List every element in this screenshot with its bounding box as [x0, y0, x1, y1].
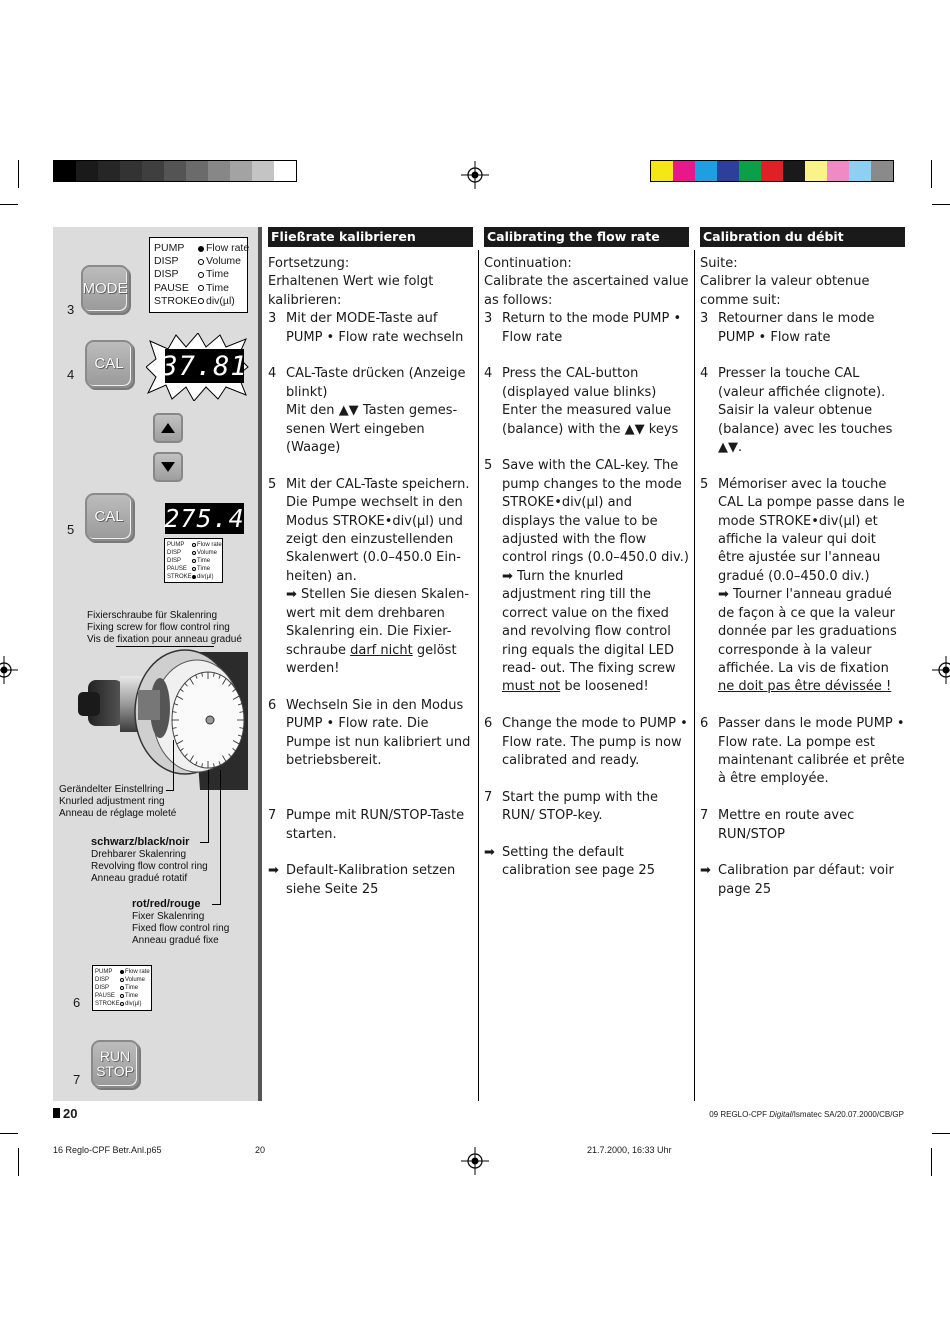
color-swatch: [76, 161, 98, 181]
step-5: 5 Mit der CAL-Taste speichern. Die Pumpe wechselt in den Modus STROKE•div(µl) und zeigt den einzustellenden Skalenwert (0.0–450.0 Ein- heiten) an. ➡ Stellen Sie diesen Skalen- wert mit dem drehbaren Skalenring ein. Die Fixier- schraube darf nicht gelöst werden!: [268, 476, 470, 676]
color-swatch: [849, 161, 871, 181]
cal-button[interactable]: CAL: [85, 340, 133, 388]
arrow-icon: ➡: [502, 568, 513, 584]
mode-value: Flow rate: [125, 969, 150, 975]
color-swatch: [651, 161, 673, 181]
column-divider: [694, 250, 695, 1101]
column-divider: [478, 250, 479, 1101]
up-button[interactable]: [153, 413, 183, 443]
arrow-icon: ➡: [286, 587, 297, 603]
arrow-icon: ➡: [268, 863, 279, 879]
mode-value: Time: [197, 566, 211, 572]
caption-revolving-ring: schwarz/black/noir Drehbarer Skalenring Revolving flow control ring Anneau gradué rotatif: [91, 836, 208, 884]
step-3: 3 Return to the mode PUMP • Flow rate: [484, 311, 682, 345]
leader-line: [212, 904, 220, 905]
color-swatch: [871, 161, 893, 181]
mode-label: STROKE: [167, 574, 192, 580]
mode-label: PUMP: [154, 242, 185, 254]
mode-label: PUMP: [167, 542, 185, 548]
arrow-icon: ➡: [700, 863, 711, 879]
color-swatch: [54, 161, 76, 181]
mode-indicator-panel: [164, 538, 223, 583]
step-3: 3 Retourner dans le mode PUMP • Flow rate: [700, 311, 875, 345]
color-swatch: [208, 161, 230, 181]
led-display-blinking: 37.81: [161, 350, 248, 382]
mode-value: Time: [197, 558, 211, 564]
step-6: 6 Wechseln Sie in den Modus PUMP • Flow rate. Die Pumpe ist nun kalibriert und betriebsbereit.: [268, 697, 471, 768]
mode-value: Volume: [125, 977, 146, 983]
up-down-arrows-icon: ▲▼: [338, 403, 359, 419]
color-swatch: [164, 161, 186, 181]
mode-label: PUMP: [95, 969, 113, 975]
color-swatch: [186, 161, 208, 181]
mode-label: DISP: [154, 268, 179, 281]
color-swatch: [761, 161, 783, 181]
leader-line: [200, 842, 208, 843]
color-swatch: [142, 161, 164, 181]
step-7: 7 Mettre en route avec RUN/STOP: [700, 808, 855, 842]
indicator-dot-on-icon: [196, 242, 206, 255]
step-7: 7 Pumpe mit RUN/STOP-Taste starten.: [268, 808, 465, 842]
section-heading: Calibration du débit: [700, 227, 905, 247]
step-6: 6 Passer dans le mode PUMP • Flow rate. La pompe est maintenant calibrée et prête à être employée.: [700, 716, 905, 787]
column-english: [484, 227, 689, 881]
color-swatch: [252, 161, 274, 181]
color-swatch: [827, 161, 849, 181]
reference-note: ➡ Setting the default calibration see page 25: [484, 844, 689, 881]
flow-control-ring-illustration: [70, 640, 255, 805]
cal-button[interactable]: CAL: [85, 493, 133, 541]
step-4: 4 Press the CAL-button (displayed value blinks) Enter the measured value (balance) with the ▲▼ keys: [484, 366, 679, 437]
indicator-dot-off-icon: [196, 295, 206, 308]
panel-divider: [258, 227, 262, 1101]
registration-mark-icon: [0, 656, 18, 684]
mode-indicator-panel: [92, 965, 152, 1011]
mode-label: DISP: [95, 977, 110, 983]
reference-note: ➡ Calibration par défaut: voir page 25: [700, 862, 905, 899]
section-heading: Calibrating the flow rate: [484, 227, 689, 247]
intro-text: Calibrate the ascertained value as follows:: [484, 274, 689, 308]
mode-value: Time: [206, 281, 229, 294]
document-reference: 09 REGLO-CPF Digital/Ismatec SA/20.07.2000/CB/GP: [709, 1110, 904, 1119]
leader-line: [208, 770, 209, 843]
mode-label: DISP: [167, 550, 182, 556]
page-number: 20: [53, 1106, 77, 1121]
mode-value: div(µl): [125, 1001, 142, 1007]
mode-label: STROKE: [95, 1001, 120, 1007]
mode-value: Volume: [197, 550, 218, 556]
color-swatch: [695, 161, 717, 181]
step-4: 4 CAL-Taste drücken (Anzeige blinkt) Mit den ▲▼ Tasten gemes- senen Wert eingeben (Waage): [268, 366, 466, 456]
color-strip: [650, 160, 894, 182]
leader-line: [173, 740, 174, 791]
mode-value: Flow rate: [197, 542, 222, 548]
mode-label: PAUSE: [95, 993, 115, 999]
mode-value: Time: [206, 268, 229, 281]
color-swatch: [783, 161, 805, 181]
color-swatch: [673, 161, 695, 181]
continuation-label: Fortsetzung:: [268, 256, 350, 271]
step-3: 3 Mit der MODE-Taste auf PUMP • Flow rate wechseln: [268, 311, 464, 345]
mode-label: PAUSE: [167, 566, 187, 572]
arrow-icon: ➡: [718, 587, 729, 603]
registration-mark-icon: [932, 656, 950, 684]
step-4: 4 Presser la touche CAL (valeur affichée clignote). Saisir la valeur obtenue (balance) avec les touches ▲▼.: [700, 366, 893, 456]
caption-fixed-ring: rot/red/rouge Fixer Skalenring Fixed flow control ring Anneau gradué fixe: [132, 898, 230, 946]
mode-value: Time: [125, 985, 139, 991]
step-number: 3: [67, 302, 75, 317]
mode-value: Time: [125, 993, 139, 999]
step-number: 6: [73, 995, 81, 1010]
color-swatch: [717, 161, 739, 181]
grayscale-strip: [53, 160, 297, 182]
caption-knurled-ring: Gerändelter Einstellring Knurled adjustment ring Anneau de réglage moleté: [59, 784, 177, 819]
step-number: 5: [67, 522, 75, 537]
reference-note: ➡ Default-Kalibration setzen siehe Seite 25: [268, 862, 473, 899]
triangle-down-icon: [161, 462, 175, 472]
step-number: 4: [67, 367, 75, 382]
mode-indicator-panel: [149, 237, 248, 313]
step-6: 6 Change the mode to PUMP • Flow rate. The pump is now calibrated and ready.: [484, 716, 688, 768]
mode-value: Flow rate: [206, 242, 250, 254]
slug-filename: 16 Reglo-CPF Betr.Anl.p65: [53, 1145, 162, 1155]
mode-button[interactable]: MODE: [81, 265, 129, 313]
intro-text: Calibrer la valeur obtenue comme suit:: [700, 274, 870, 308]
run-stop-button[interactable]: RUN STOP: [91, 1040, 139, 1088]
intro-text: Erhaltenen Wert wie folgt kalibrieren:: [268, 274, 434, 308]
mode-value: div(µl): [206, 294, 235, 307]
slug-page: 20: [255, 1145, 266, 1155]
mode-label: PAUSE: [154, 281, 189, 294]
color-swatch: [230, 161, 252, 181]
color-swatch: [98, 161, 120, 181]
mode-label: DISP: [167, 558, 182, 564]
continuation-label: Continuation:: [484, 256, 572, 271]
mode-value: Volume: [206, 255, 242, 268]
triangle-up-icon: [161, 423, 175, 433]
color-swatch: [274, 161, 296, 181]
color-swatch: [120, 161, 142, 181]
arrow-icon: ➡: [484, 844, 495, 860]
mode-label: STROKE: [154, 294, 198, 307]
leader-line: [220, 770, 221, 905]
indicator-dot-off-icon: [196, 282, 206, 295]
step-5: 5 Mémoriser avec la touche CAL La pompe passe dans le mode STROKE•div(µl) et affiche la valeur qui doit être ajustée sur l'anneau gradué (0.0–450.0 div.) ➡ Tourner l'anneau gradué de façon à ce que la valeur donnée par les graduations corresponde à la valeur affichée. La vis de fixation ne doit pas être dévissée !: [700, 476, 905, 695]
section-heading: Fließrate kalibrieren: [268, 227, 473, 247]
indicator-dot-off-icon: [196, 268, 206, 281]
slug-date: 21.7.2000, 16:33 Uhr: [587, 1145, 672, 1155]
color-swatch: [805, 161, 827, 181]
registration-mark-icon: [461, 1147, 489, 1175]
leader-line: [166, 790, 173, 791]
mode-label: DISP: [95, 985, 110, 991]
up-down-arrows-icon: ▲▼: [718, 440, 738, 456]
up-down-arrows-icon: ▲▼: [624, 421, 645, 437]
step-5: 5 Save with the CAL-key. The pump changes to the mode STROKE•div(µl) and displays the value to be adjusted with the flow control rings (0.0–450.0 div.) ➡ Turn the knurled adjustment ring till the correct value on the fixed and revolving flow control ring equals the digital LED read- out. The fixing screw must not be loosened!: [484, 458, 689, 695]
step-7: 7 Start the pump with the RUN/ STOP-key.: [484, 789, 658, 824]
indicator-dot-off-icon: [196, 255, 206, 268]
led-display: 275.4: [164, 504, 245, 533]
column-french: [700, 227, 905, 899]
step-number: 7: [73, 1072, 81, 1087]
column-german: [268, 227, 473, 899]
registration-mark-icon: [461, 161, 489, 189]
mode-value: div(µl): [197, 574, 214, 580]
continuation-label: Suite:: [700, 256, 738, 271]
color-swatch: [739, 161, 761, 181]
down-button[interactable]: [153, 452, 183, 482]
caption-fixing-screw: Fixierschraube für Skalenring Fixing screw for flow control ring Vis de fixation pour anneau gradué: [87, 610, 242, 645]
mode-label: DISP: [154, 255, 179, 268]
